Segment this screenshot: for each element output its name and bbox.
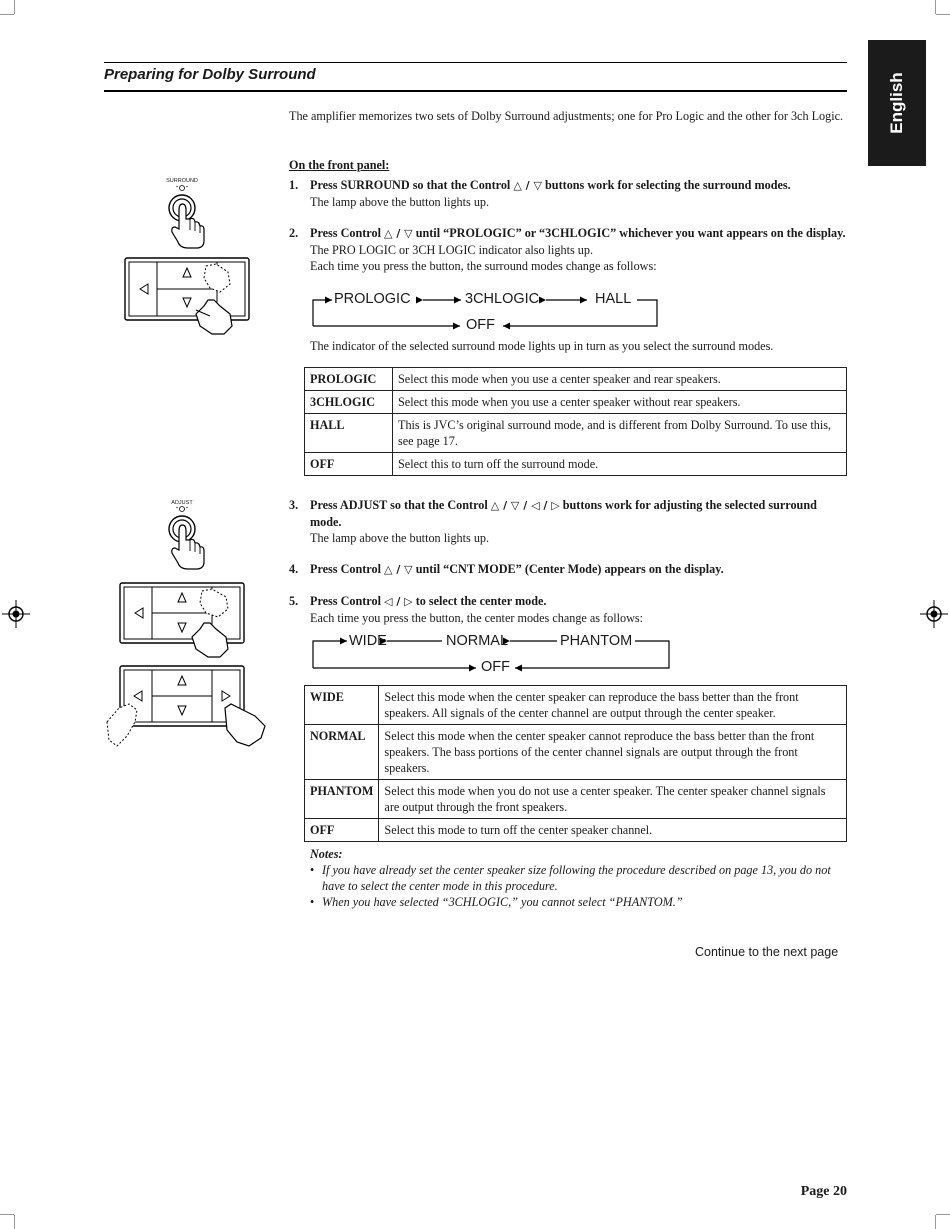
control-pad-up-down-icon xyxy=(118,581,248,661)
mode-name: WIDE xyxy=(305,686,379,725)
step-text: The PRO LOGIC or 3CH LOGIC indicator also lights up. xyxy=(310,243,593,257)
cycle-label: HALL xyxy=(595,291,632,307)
mode-description: This is JVC’s original surround mode, and is different from Dolby Surround. To use this, see page 17. xyxy=(393,414,847,453)
page-title: Preparing for Dolby Surround xyxy=(104,66,316,83)
mode-description: Select this mode when you use a center speaker without rear speakers. xyxy=(393,391,847,414)
step-number: 2. xyxy=(289,226,299,240)
page-number: Page 20 xyxy=(800,1184,847,1199)
step-number: 4. xyxy=(289,562,299,576)
table-row xyxy=(305,686,847,725)
crop-mark xyxy=(14,0,15,14)
step-text: The lamp above the button lights up. xyxy=(310,531,490,545)
adjust-button-label: ADJUST xyxy=(171,500,193,506)
mode-name: HALL xyxy=(305,414,393,453)
mode-name: PROLOGIC xyxy=(305,368,393,391)
step-text: Each time you press the button, the center modes change as follows: xyxy=(310,611,644,625)
surround-mode-table xyxy=(304,367,847,476)
notes xyxy=(310,846,850,910)
step-number: 3. xyxy=(289,498,299,512)
step-text: Each time you press the button, the surround modes change as follows: xyxy=(310,259,657,273)
crop-mark xyxy=(935,0,936,14)
note-item: • If you have already set the center speaker size following the procedure described on page 13, you do not have to select the center mode in this procedure. xyxy=(310,863,831,893)
table-row xyxy=(305,414,847,453)
table-row xyxy=(305,453,847,476)
crop-mark xyxy=(936,14,950,15)
mode-description: Select this mode when you use a center speaker and rear speakers. xyxy=(393,368,847,391)
surround-button-press-icon xyxy=(160,184,210,252)
crop-mark xyxy=(0,1214,14,1215)
step-2: 2. Press Control △ / ▽ until “PROLOGIC” or “3CHLOGIC” whichever you want appears on the display. The PRO LOGIC or 3CH LOGIC indicator also lights up. Each time you press the button, the surround modes change as follows: xyxy=(289,225,849,274)
step-text: The lamp above the button lights up. xyxy=(310,195,490,209)
mode-name: PHANTOM xyxy=(305,780,379,819)
control-pad-left-right-icon xyxy=(105,664,270,750)
crop-mark xyxy=(0,14,14,15)
crop-mark xyxy=(935,1215,936,1229)
intro-paragraph: The amplifier memorizes two sets of Dolby Surround adjustments; one for Pro Logic and the other for 3ch Logic. xyxy=(289,109,844,123)
mode-name: OFF xyxy=(305,453,393,476)
cycle-label: 3CHLOGIC xyxy=(465,291,540,307)
table-row xyxy=(305,780,847,819)
mode-name: OFF xyxy=(305,819,379,842)
table-row xyxy=(305,368,847,391)
table-row xyxy=(305,391,847,414)
cycle-label: WIDE xyxy=(349,633,387,649)
cycle-label: OFF xyxy=(466,317,495,333)
step-3: 3. Press ADJUST so that the Control △ / ▽ / ◁ / ▷ buttons work for adjusting the selected surround mode. The lamp above the button lights up. xyxy=(289,497,849,546)
mode-description: Select this mode when you do not use a center speaker. The center speaker channel signals are output through the front speakers. xyxy=(379,780,847,819)
mode-description: Select this mode when the center speaker can reproduce the bass better than the front speakers. All signals of the center channel are output through the center speaker. xyxy=(379,686,847,725)
surround-button-label: SURROUND xyxy=(166,178,198,184)
mode-description: Select this mode when the center speaker cannot reproduce the bass better than the front speakers. The bass portions of the center channel signals are output through the front speakers. xyxy=(379,725,847,780)
table-row xyxy=(305,725,847,780)
registration-mark-icon xyxy=(2,600,30,628)
indicator-note: The indicator of the selected surround mode lights up in turn as you select the surround modes. xyxy=(310,339,774,353)
center-mode-table xyxy=(304,685,847,842)
header-rule-bottom xyxy=(104,90,847,92)
cycle-label: OFF xyxy=(481,659,510,675)
mode-name: NORMAL xyxy=(305,725,379,780)
crop-mark xyxy=(14,1215,15,1229)
continue-label: Continue to the next page xyxy=(695,945,839,959)
step-number: 1. xyxy=(289,178,299,192)
mode-description: Select this mode to turn off the center speaker channel. xyxy=(379,819,847,842)
language-tab xyxy=(868,40,926,166)
front-panel-heading: On the front panel: xyxy=(289,158,390,172)
language-tab-label: English xyxy=(887,72,906,134)
cycle-label: PHANTOM xyxy=(560,633,633,649)
mode-name: 3CHLOGIC xyxy=(305,391,393,414)
step-number: 5. xyxy=(289,594,299,608)
cycle-label: NORMAL xyxy=(446,633,509,649)
note-item: • When you have selected “3CHLOGIC,” you cannot select “PHANTOM.” xyxy=(310,895,683,909)
mode-description: Select this to turn off the surround mode. xyxy=(393,453,847,476)
control-pad-up-down-icon xyxy=(124,256,254,340)
notes-title: Notes: xyxy=(310,847,343,861)
step-5: 5. Press Control ◁ / ▷ to select the center mode. Each time you press the button, the center modes change as follows: xyxy=(289,593,849,626)
step-1: 1. Press SURROUND so that the Control △ / ▽ buttons work for selecting the surround modes. The lamp above the button lights up. xyxy=(289,177,849,210)
cycle-label: PROLOGIC xyxy=(334,291,411,307)
adjust-button-press-icon xyxy=(160,505,210,573)
registration-mark-icon xyxy=(920,600,948,628)
header-rule-top xyxy=(104,62,847,63)
table-row xyxy=(305,819,847,842)
crop-mark xyxy=(936,1214,950,1215)
step-4: 4. Press Control △ / ▽ until “CNT MODE” (Center Mode) appears on the display. xyxy=(289,562,724,576)
